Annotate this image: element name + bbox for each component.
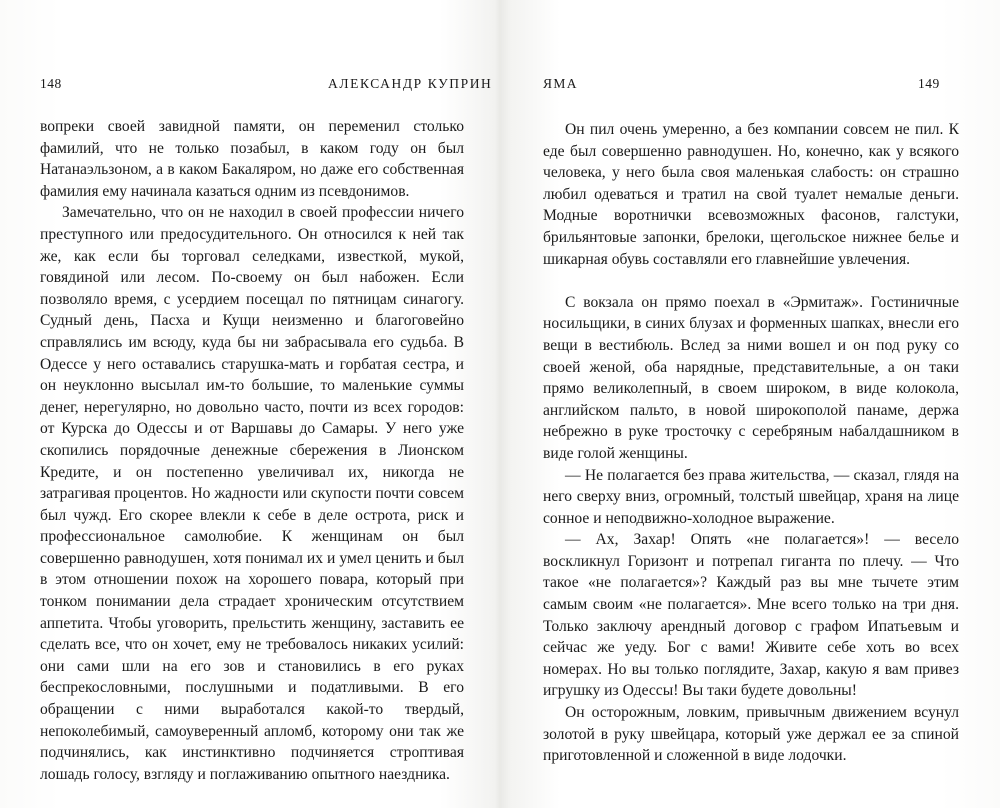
right-paragraph-3: — Не полагается без права жительства, — сказал, глядя на него сверху вниз, огромный, толстый швейцар, храня на лице сонное и неподвижно-холодное выражение. bbox=[543, 466, 959, 527]
right-paragraph-1: Он пил очень умеренно, а без компании совсем не пил. К еде был совершенно равнодушен. Но, конечно, как у всякого человека, у него была своя маленькая слабость: он страшно любил одеваться и тратил на свой туалет немалые деньги. Модные воротнички всевозможных фасонов, галстуки, брильянтовые запонки, брелоки, щегольское нижнее белье и шикарная обувь составляли его главнейшие увлечения. bbox=[543, 121, 959, 268]
right-running-head: ЯМА bbox=[543, 76, 578, 91]
right-paragraph-2: С вокзала он прямо поехал в «Эрмитаж». Гостиничные носильщики, в синих блузах и форменных шапках, внесли его вещи в вестибюль. Вслед за ними вошел и он под руку со своей женой, оба нарядные, представительные, а он таки прямо великолепный, в своем широком, в виде колокола, английском пальто, в новой широкополой панаме, держа небрежно в руке тросточку с серебряным набалдашником в виде голой женщины. bbox=[543, 293, 959, 462]
right-paragraph-4: — Ах, Захар! Опять «не полагается»! — весело воскликнул Горизонт и потрепал гиганта по плечу. — Что такое «не полагается»? Каждый раз вы мне тычете этим самым своим «не полагается». Мне всего только на три дня. Только заключу арендный договор с графом Ипатьевым и сейчас же уеду. Бог с вами! Живите себе хоть во всех номерах. Но вы только поглядите, Захар, какую я вам привез игрушку из Одессы! Вы таки будете довольны! bbox=[543, 531, 959, 700]
right-page-text bbox=[543, 119, 959, 767]
right-page bbox=[500, 0, 1000, 808]
left-paragraph-1: вопреки своей завидной памяти, он переменил столько фамилий, что не только позабыл, в каком году он был Натанаэльзоном, а в каком Бакаляром, но даже его собственная фамилия ему начинала казаться одним из псевдонимов. bbox=[40, 118, 464, 200]
left-paragraph-2: Замечательно, что он не находил в своей профессии ничего преступного или предосудительного. Он относился к ней так же, как если бы торговал селедками, известкой, мукой, говядиной или лесом. По-своему он был набожен. Если позволяло время, с усердием посещал по пятницам синагогу. Судный день, Пасха и Кущи неизменно и благоговейно справлялись им всюду, куда бы ни забрасывала его судьба. В Одессе у него оставались старушка-мать и горбатая сестра, и он неуклонно высылал им-то большие, то маленькие суммы денег, нерегулярно, но довольно часто, почти из всех городов: от Курска до Одессы и от Варшавы до Самары. У него уже скопились порядочные денежные сбережения в Лионском Кредите, и он постепенно увеличивал их, никогда не затрагивая процентов. Но жадности или скупости почти совсем был чужд. Его скорее влекли к себе в деле острота, риск и профессиональное самолюбие. К женщинам он был совершенно равнодушен, хотя понимал их и умел ценить и был в этом отношении похож на хорошего повара, который при тонком понимании дела страдает хроническим отсутствием аппетита. Чтобы уговорить, прельстить женщину, заставить ее сделать все, что он хочет, ему не требовалось никаких усилий: они сами шли на его зов и становились в его руках беспрекословными, послушными и податливыми. В его обращении с ними выработался какой-то твердый, непоколебимый, самоуверенный апломб, которому они так же подчинялись, как инстинктивно подчиняется строптивая лошадь голосу, взгляду и поглаживанию опытного наездника. bbox=[40, 204, 464, 783]
right-page-number: 149 bbox=[918, 76, 940, 91]
right-paragraph-5: Он осторожным, ловким, привычным движением всунул золотой в руку швейцара, который уже держал ее за спиной приготовленной и сложенной в виде лодочки. bbox=[543, 704, 959, 765]
left-running-head: АЛЕКСАНДР КУПРИН bbox=[328, 76, 493, 91]
left-page-text bbox=[40, 116, 464, 785]
left-page-number: 148 bbox=[40, 76, 62, 91]
